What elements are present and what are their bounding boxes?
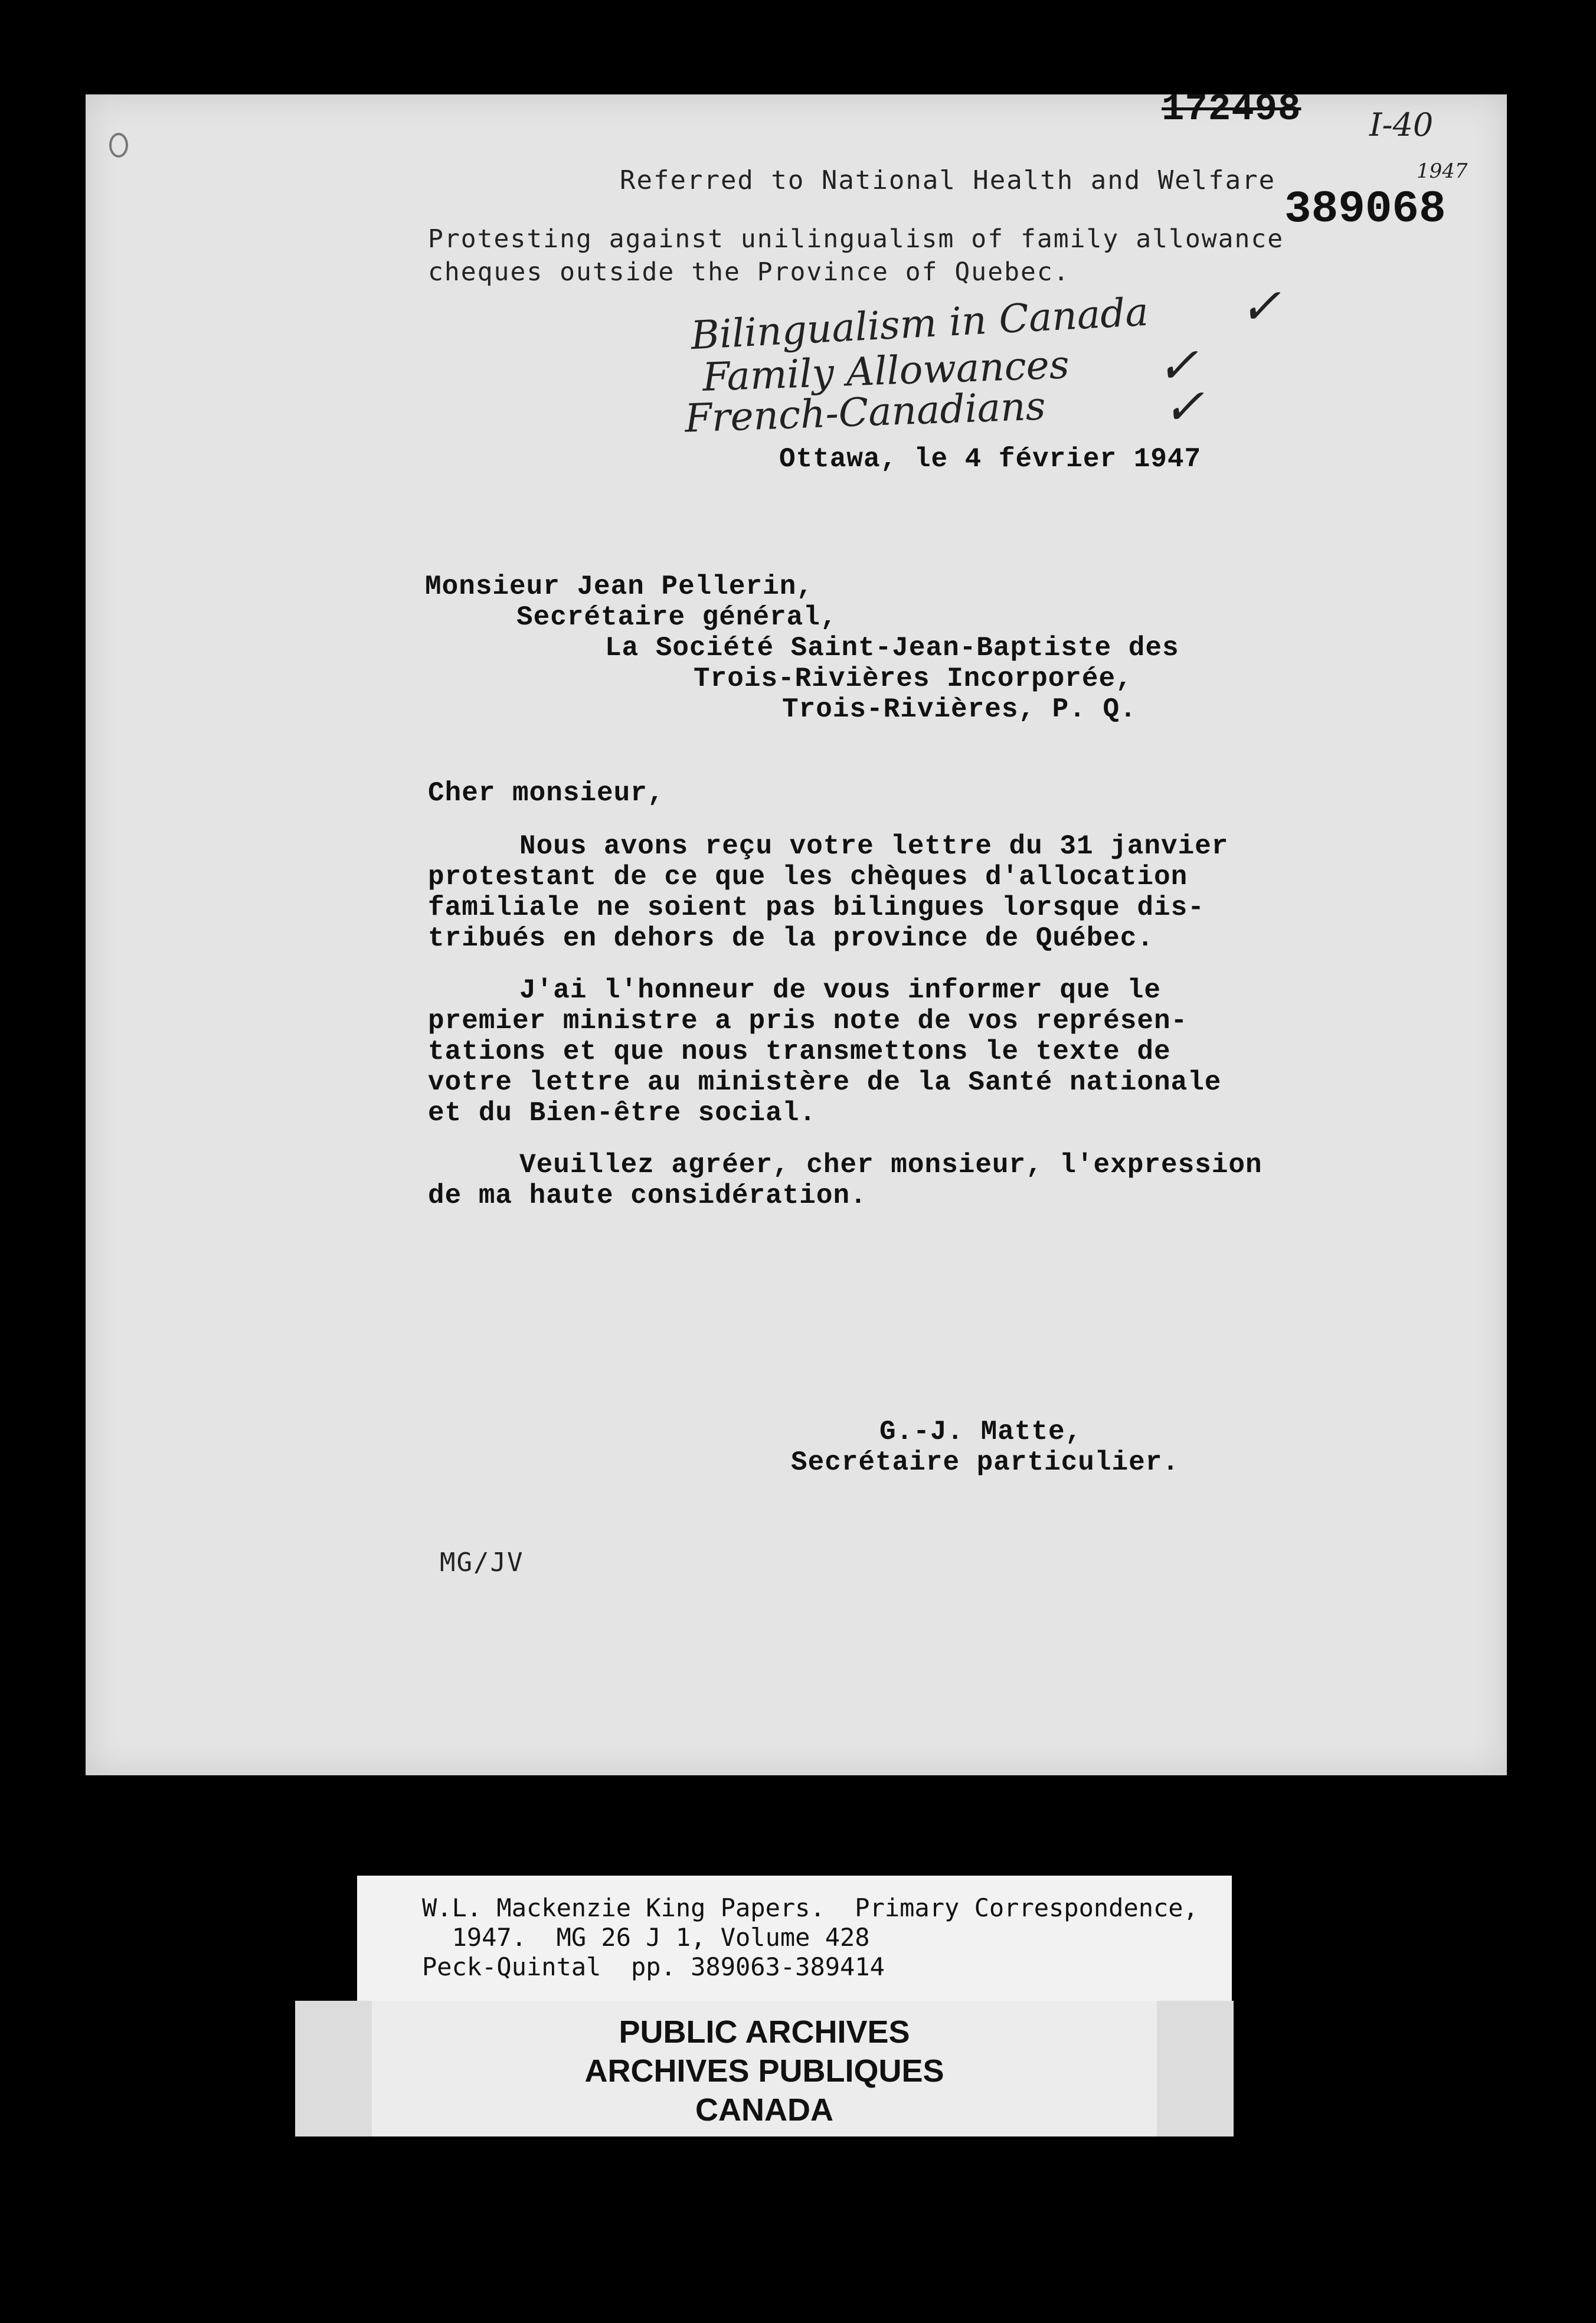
body-line: Nous avons reçu votre lettre du 31 janvier — [519, 831, 1229, 862]
reference-line-2: 1947. MG 26 J 1, Volume 428 — [422, 1923, 870, 1952]
body-line: J'ai l'honneur de vous informer que le — [519, 975, 1161, 1006]
signature-name: G.-J. Matte, — [879, 1416, 1082, 1447]
referral-note: Referred to National Health and Welfare — [620, 165, 1276, 195]
dateline: Ottawa, le 4 février 1947 — [779, 444, 1202, 475]
body-line: Veuillez agréer, cher monsieur, l'expression — [519, 1150, 1263, 1180]
signature-title: Secrétaire particulier. — [791, 1447, 1179, 1478]
addressee-line: Trois-Rivières Incorporée, — [694, 663, 1133, 694]
body-line: familiale ne soient pas bilingues lorsque dis- — [428, 892, 1205, 923]
handwritten-file-ref: I-40 — [1369, 106, 1434, 143]
body-line: tribués en dehors de la province de Québec. — [428, 923, 1154, 954]
subject-line-2: cheques outside the Province of Quebec. — [428, 257, 1070, 287]
handwritten-tag: French-Canadians — [683, 383, 1046, 441]
checkmark-icon: ✓ — [1239, 277, 1281, 335]
stamped-number: 389068 — [1284, 184, 1446, 235]
body-line: de ma haute considération. — [428, 1180, 867, 1211]
body-line: votre lettre au ministère de la Santé nationale — [428, 1067, 1222, 1098]
stamp-line-3: CANADA — [695, 2092, 833, 2128]
stamp-line-1: PUBLIC ARCHIVES — [619, 2014, 910, 2050]
subject-line-1: Protesting against unilingualism of family allowance — [428, 224, 1284, 254]
punch-hole — [109, 133, 128, 158]
handwritten-tag: Family Allowances — [701, 342, 1070, 400]
checkmark-icon: ✓ — [1163, 378, 1205, 436]
stamp-line-2: ARCHIVES PUBLIQUES — [584, 2053, 944, 2089]
salutation: Cher monsieur, — [428, 778, 665, 809]
reference-line-3: Peck-Quintal pp. 389063-389414 — [422, 1952, 885, 1981]
body-line: protestant de ce que les chèques d'allocation — [428, 862, 1188, 892]
struck-file-number: 172498 — [1162, 89, 1301, 131]
body-line: et du Bien-être social. — [428, 1098, 816, 1128]
reference-line-1: W.L. Mackenzie King Papers. Primary Correspondence, — [422, 1893, 1198, 1922]
addressee-line: Monsieur Jean Pellerin, — [425, 571, 813, 602]
addressee-line: Trois-Rivières, P. Q. — [782, 694, 1137, 725]
checkmark-icon: ✓ — [1157, 336, 1199, 394]
addressee-line: La Société Saint-Jean-Baptiste des — [605, 633, 1179, 663]
handwritten-year: 1947 — [1417, 159, 1468, 183]
archives-stamp — [295, 2001, 1234, 2136]
body-line: premier ministre a pris note de vos représen- — [428, 1006, 1188, 1036]
addressee-line: Secrétaire général, — [516, 602, 838, 633]
handwritten-tag: Bilingualism in Canada — [689, 289, 1150, 359]
typist-initials: MG/JV — [440, 1547, 524, 1578]
body-line: tations et que nous transmettons le texte de — [428, 1036, 1171, 1067]
